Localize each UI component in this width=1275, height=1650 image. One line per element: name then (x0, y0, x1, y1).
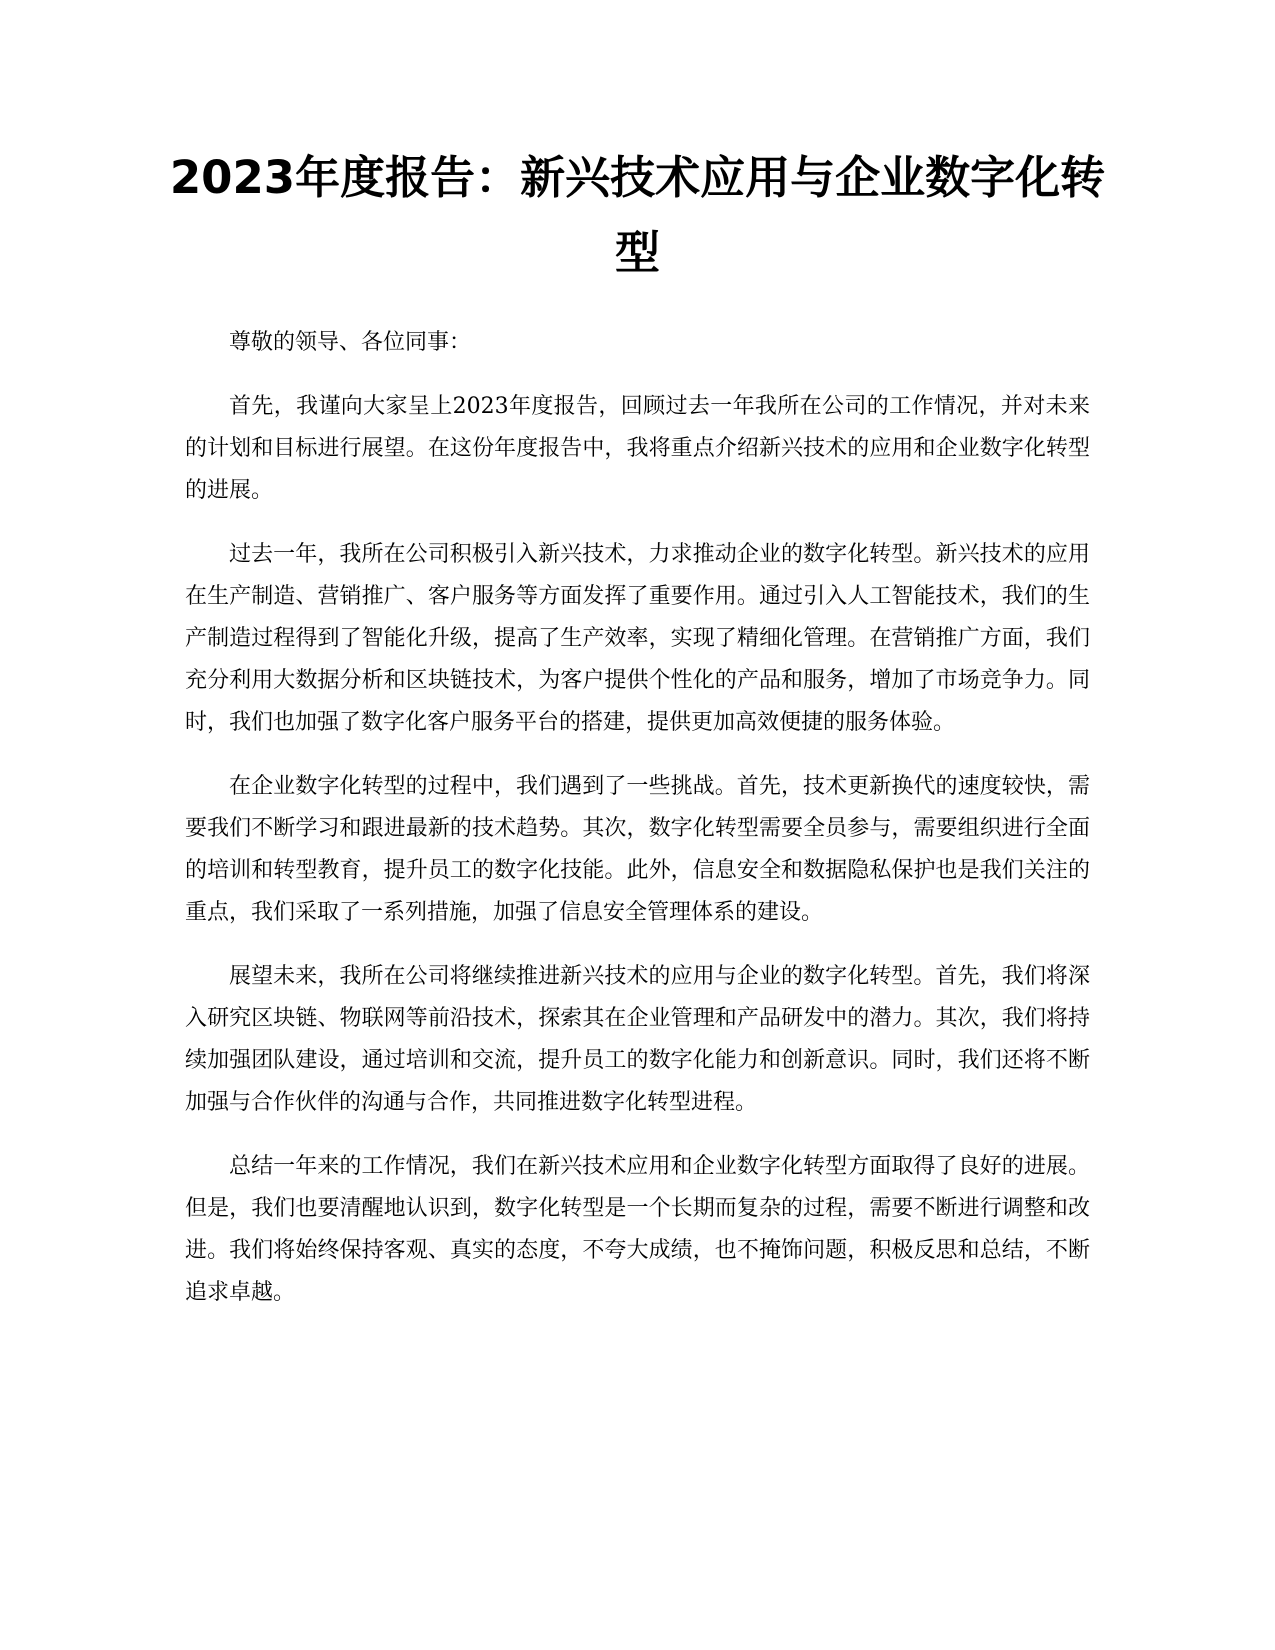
paragraph-outlook: 展望未来，我所在公司将继续推进新兴技术的应用与企业的数字化转型。首先，我们将深入研究区块链、物联网等前沿技术，探索其在企业管理和产品研发中的潜力。其次，我们将持续加强团队建设，通过培训和交流，提升员工的数字化能力和创新意识。同时，我们还将不断加强与合作伙伴的沟通与合作，共同推进数字化转型进程。 (185, 964, 1090, 1115)
paragraph-intro: 首先，我谨向大家呈上2023年度报告，回顾过去一年我所在公司的工作情况，并对未来的计划和目标进行展望。在这份年度报告中，我将重点介绍新兴技术的应用和企业数字化转型的进展。 (185, 394, 1090, 503)
paragraph-challenges: 在企业数字化转型的过程中，我们遇到了一些挑战。首先，技术更新换代的速度较快，需要我们不断学习和跟进最新的技术趋势。其次，数字化转型需要全员参与，需要组织进行全面的培训和转型教育，提升员工的数字化技能。此外，信息安全和数据隐私保护也是我们关注的重点，我们采取了一系列措施，加强了信息安全管理体系的建设。 (185, 774, 1090, 925)
paragraph-past-year: 过去一年，我所在公司积极引入新兴技术，力求推动企业的数字化转型。新兴技术的应用在生产制造、营销推广、客户服务等方面发挥了重要作用。通过引入人工智能技术，我们的生产制造过程得到了智能化升级，提高了生产效率，实现了精细化管理。在营销推广方面，我们充分利用大数据分析和区块链技术，为客户提供个性化的产品和服务，增加了市场竞争力。同时，我们也加强了数字化客户服务平台的搭建，提供更加高效便捷的服务体验。 (185, 542, 1090, 735)
salutation: 尊敬的领导、各位同事： (229, 330, 472, 355)
document-title: 2023年度报告：新兴技术应用与企业数字化转型 (169, 151, 1106, 279)
paragraph-summary: 总结一年来的工作情况，我们在新兴技术应用和企业数字化转型方面取得了良好的进展。但是，我们也要清醒地认识到，数字化转型是一个长期而复杂的过程，需要不断进行调整和改进。我们将始终保持客观、真实的态度，不夸大成绩，也不掩饰问题，积极反思和总结，不断追求卓越。 (185, 1154, 1090, 1305)
document-body (185, 322, 1090, 1336)
